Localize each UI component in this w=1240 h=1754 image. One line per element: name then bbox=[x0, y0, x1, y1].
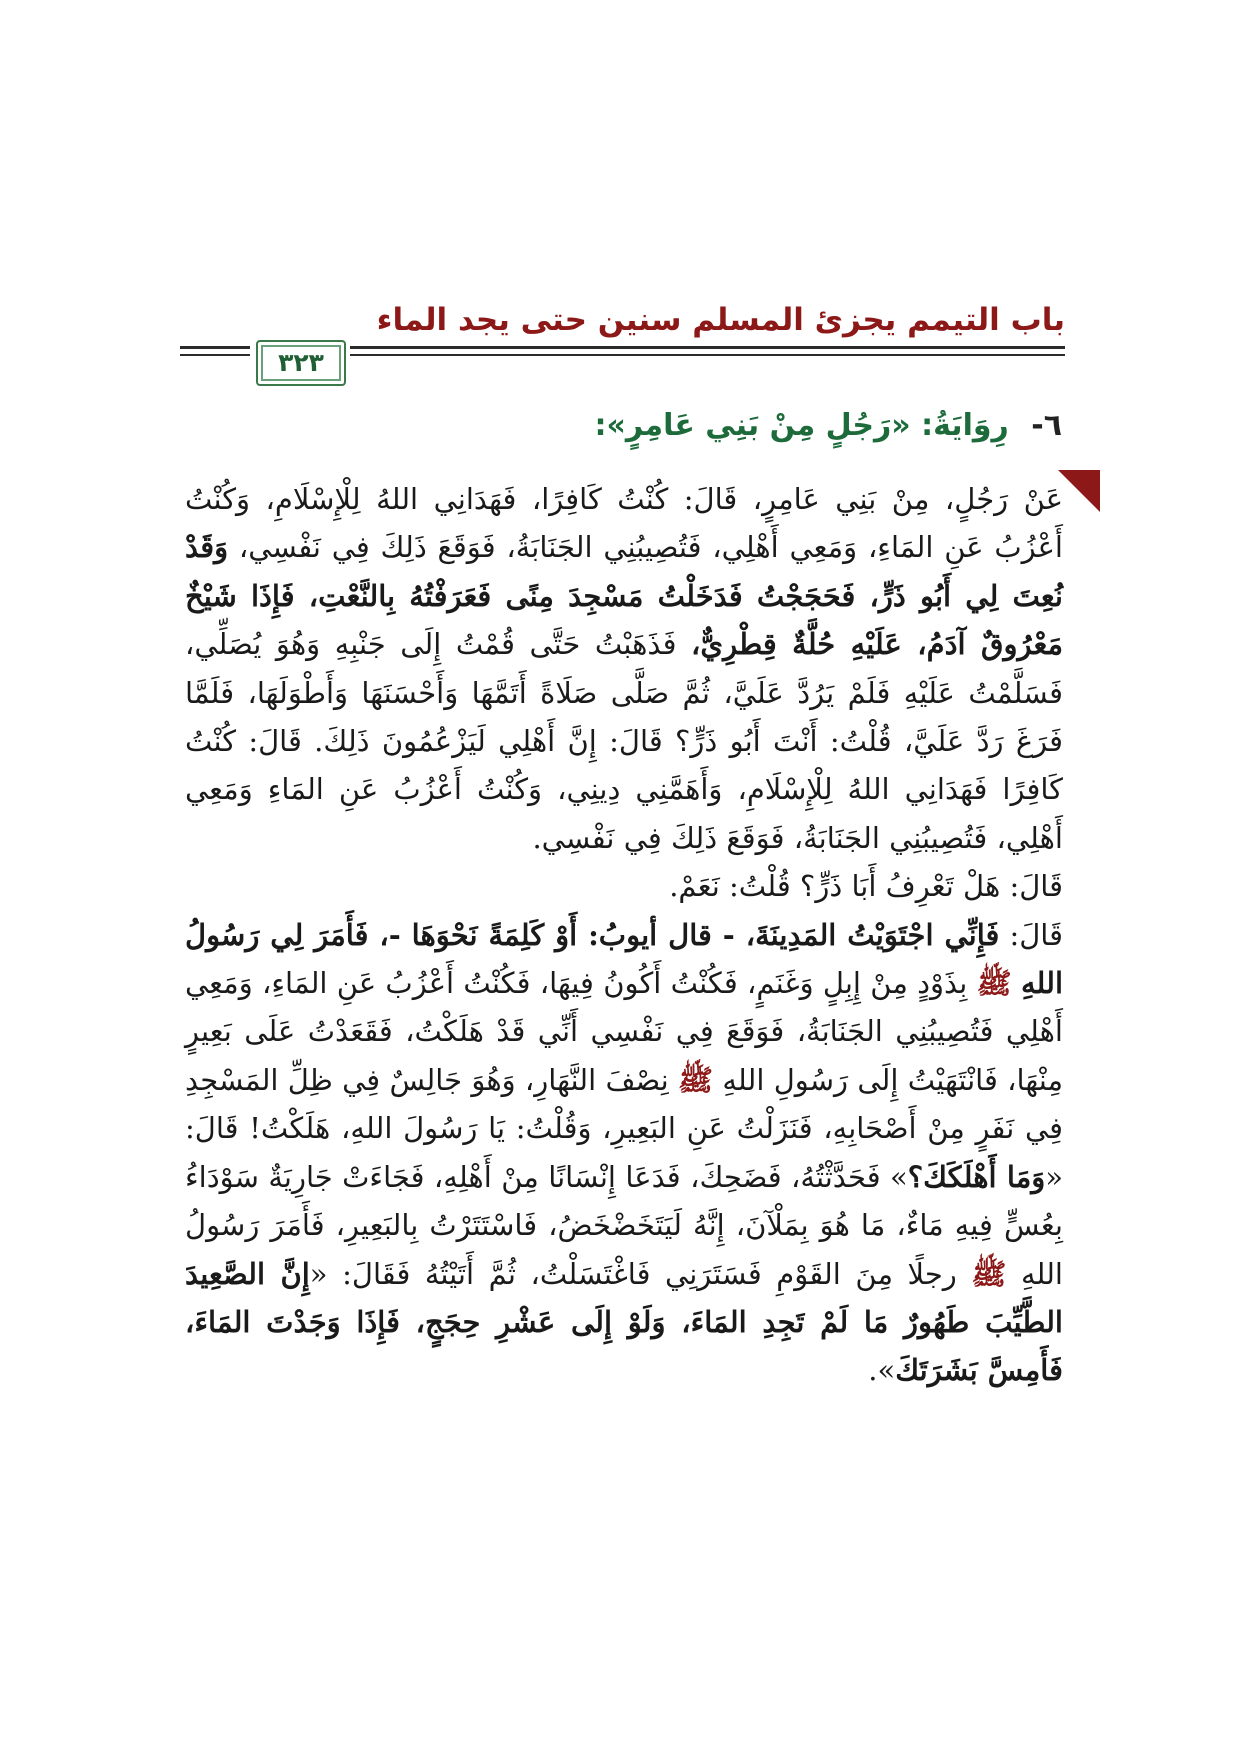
header-rule-bottom bbox=[350, 354, 1065, 356]
section-heading bbox=[594, 408, 1062, 443]
paragraph-1 bbox=[185, 475, 1063, 862]
bold-segment: وَمَا أَهْلَكَكَ؟ bbox=[907, 1159, 1046, 1194]
salutation-symbol: ﷺ bbox=[976, 966, 1012, 1001]
bold-segment: وَقَدْ نُعِتَ لِي أَبُو ذَرٍّ، فَحَجَجْتُ فَدَخَلْتُ مَسْجِدَ مِنًى فَعَرَفْتُهُ بِالنَّعْتِ، فَإِذَا شَيْخٌ مَعْرُوقٌ آدَمُ، عَلَيْهِ حُلَّةٌ قِطْرِيٌّ، bbox=[185, 530, 1063, 662]
corner-ornament bbox=[1058, 470, 1100, 512]
text-segment: نِصْفَ النَّهَارِ، وَهُوَ جَالِسٌ فِي ظِلِّ المَسْجِدِ فِي نَفَرٍ مِنْ أَصْحَابِهِ، فَنَزَلْتُ عَنِ البَعِيرِ، وَقُلْتُ: يَا رَسُولَ اللهِ، هَلَكْتُ! قَالَ: « bbox=[185, 1062, 1063, 1194]
page-header bbox=[180, 300, 1065, 388]
text-segment: عَنْ رَجُلٍ، مِنْ بَنِي عَامِرٍ، قَالَ: كُنْتُ كَافِرًا، فَهَدَانِي اللهُ لِلْإِسْلَامِ، وَكُنْتُ أَعْزُبُ عَنِ المَاءِ، وَمَعِي أَهْلِي، فَتُصِيبُنِي الجَنَابَةُ، فَوَقَعَ ذَلِكَ فِي نَفْسِي، bbox=[185, 482, 1063, 565]
text-segment: ». bbox=[868, 1353, 896, 1388]
header-rule-left-top bbox=[180, 346, 250, 349]
text-segment: رجلًا مِنَ القَوْمِ فَسَتَرَنِي فَاغْتَسَلْتُ، ثُمَّ أَتَيْتُهُ فَقَالَ: « bbox=[309, 1256, 972, 1291]
header-rule-left-bottom bbox=[180, 354, 250, 356]
bold-segment: فَإِنِّي اجْتَوَيْتُ المَدِينَةَ، - قال أيوبُ: أَوْ كَلِمَةً نَحْوَهَا -، فَأَمَرَ لِي رَسُولُ اللهِ bbox=[185, 917, 1063, 1001]
text-segment: قَالَ: bbox=[999, 917, 1063, 952]
page-number-frame bbox=[256, 340, 346, 386]
header-rule-top bbox=[350, 346, 1065, 349]
salutation-symbol: ﷺ bbox=[678, 1062, 714, 1097]
section-number: ٦- bbox=[1031, 408, 1062, 443]
paragraph-2 bbox=[185, 862, 1063, 910]
text-segment: فَذَهَبْتُ حَتَّى قُمْتُ إِلَى جَنْبِهِ وَهُوَ يُصَلِّي، فَسَلَّمْتُ عَلَيْهِ فَلَمْ يَرُدَّ عَلَيَّ، ثُمَّ صَلَّى صَلَاةً أَتَمَّهَا وَأَحْسَنَهَا وَأَطْوَلَهَا، فَلَمَّا فَرَغَ رَدَّ عَلَيَّ، قُلْتُ: أَنْتَ أَبُو ذَرٍّ؟ قَالَ: إِنَّ أَهْلِي لَيَزْعُمُونَ ذَلِكَ. قَالَ: كُنْتُ كَافِرًا فَهَدَانِي اللهُ لِلْإِسْلَامِ، وَأَهَمَّنِي دِينِي، وَكُنْتُ أَعْزُبُ عَنِ المَاءِ وَمَعِي أَهْلِي، فَتُصِيبُنِي الجَنَابَةُ، فَوَقَعَ ذَلِكَ فِي نَفْسِي. bbox=[185, 627, 1063, 855]
hadith-text bbox=[185, 475, 1063, 1395]
section-title: رِوَايَةُ: «رَجُلٍ مِنْ بَنِي عَامِرٍ»: bbox=[594, 408, 1009, 443]
chapter-title: باب التيمم يجزئ المسلم سنين حتى يجد الماء bbox=[376, 302, 1065, 338]
bold-segment: إِنَّ الصَّعِيدَ الطَّيِّبَ طَهُورٌ مَا لَمْ تَجِدِ المَاءَ، وَلَوْ إِلَى عَشْرِ حِجَجٍ، فَإِذَا وَجَدْتَ المَاءَ، فَأَمِسَّ بَشَرَتَكَ bbox=[185, 1256, 1063, 1388]
text-segment: » فَحَدَّثْتُهُ، فَضَحِكَ، فَدَعَا إِنْسَانًا مِنْ أَهْلِهِ، فَجَاءَتْ جَارِيَةٌ سَوْدَاءُ بِعُسٍّ فِيهِ مَاءٌ، مَا هُوَ بِمَلْآنَ، إِنَّهُ لَيَتَخَضْخَضُ، فَاسْتَتَرْتُ بِالبَعِيرِ، فَأَمَرَ رَسُولُ اللهِ bbox=[185, 1159, 1063, 1291]
paragraph-3 bbox=[185, 911, 1063, 1395]
text-segment: بِذَوْدٍ مِنْ إِبِلٍ وَغَنَمٍ، فَكُنْتُ أَكُونُ فِيهَا، فَكُنْتُ أَعْزُبُ عَنِ المَاءِ، وَمَعِي أَهْلِي فَتُصِيبُنِي الجَنَابَةُ، فَوَقَعَ فِي نَفْسِي أَنِّي قَدْ هَلَكْتُ، فَقَعَدْتُ عَلَى بَعِيرٍ مِنْهَا، فَانْتَهَيْتُ إِلَى رَسُولِ اللهِ bbox=[185, 966, 1064, 1097]
page-number: ٣٢٣ bbox=[278, 348, 324, 377]
salutation-symbol: ﷺ bbox=[971, 1256, 1007, 1291]
text-segment: قَالَ: هَلْ تَعْرِفُ أَبَا ذَرٍّ؟ قُلْتُ: نَعَمْ. bbox=[669, 869, 1063, 904]
